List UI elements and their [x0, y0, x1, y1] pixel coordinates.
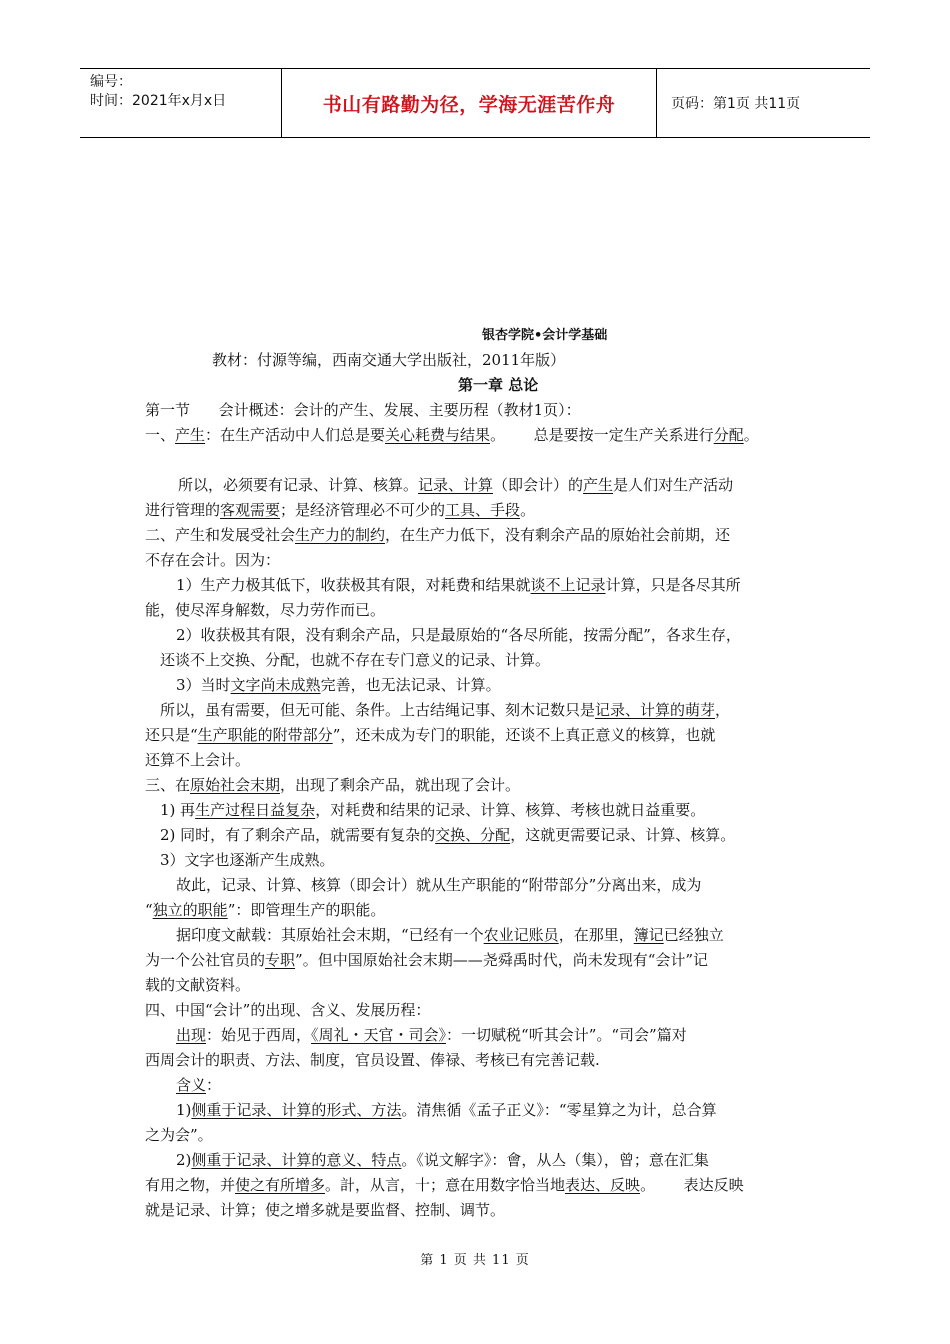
text-segment: ，: [715, 701, 731, 719]
text-line: [145, 525, 730, 545]
text-segment: 计算，只是各尽其所: [605, 576, 741, 594]
underlined-term: 谈不上记录: [530, 576, 606, 594]
underlined-term: 记录、计算: [418, 476, 494, 494]
text-segment: 还只是“: [145, 726, 198, 744]
text-line: [145, 1125, 213, 1145]
text-segment: ：一切赋税“听其会计”。“司会”篇对: [446, 1026, 687, 1044]
text-line: [145, 550, 280, 570]
text-segment: 四、中国“会计”的出现、含义、发展历程：: [145, 1001, 431, 1019]
underlined-term: 《周礼・天官・司会》: [311, 1026, 447, 1044]
text-segment: 就是记录、计算；使之增多就是要监督、控制、调节。: [145, 1201, 506, 1219]
text-segment: 进行管理的: [145, 501, 221, 519]
text-line: [176, 875, 701, 895]
text-line: [178, 475, 733, 495]
underlined-term: 使之有所增多: [235, 1176, 326, 1194]
text-segment: ：始见于西周，: [206, 1026, 312, 1044]
text-segment: ；是经济管理必不可少的: [280, 501, 446, 519]
header-motto-cell: [282, 69, 657, 137]
underlined-term: 记录、计算的萌芽: [595, 701, 716, 719]
text-segment: 2) 同时，有了剩余产品，就需要有复杂的: [160, 826, 436, 844]
underlined-term: 农业记账员: [483, 926, 559, 944]
text-segment: 有用之物，并: [145, 1176, 236, 1194]
underlined-term: 侧重于记录、计算的意义、特点: [191, 1151, 402, 1169]
text-line: [145, 425, 759, 445]
text-segment: ”：即管理生产的职能。: [227, 901, 386, 919]
text-segment: 不存在会计。因为：: [145, 551, 281, 569]
text-segment: 所以，虽有需要，但无可能、条件。上古结绳记事、刻木记数只是: [160, 701, 596, 719]
text-line: [176, 1100, 717, 1120]
underlined-term: 分配: [713, 426, 744, 444]
text-line: [160, 850, 335, 870]
underlined-term: 独立的职能: [152, 901, 228, 919]
text-segment: 能，使尽浑身解数，尽力劳作而已。: [145, 601, 386, 619]
text-segment: 还算不上会计。: [145, 751, 251, 769]
underlined-term: 生产过程日益复杂: [195, 801, 316, 819]
text-segment: 1) 再: [160, 801, 196, 819]
section-heading: 第一节 会计概述：会计的产生、发展、主要历程（教材1页）：: [145, 401, 581, 419]
text-segment: 。 表达反映: [640, 1176, 744, 1194]
text-segment: 。: [520, 501, 536, 519]
underlined-term: 产生: [583, 476, 614, 494]
underlined-term: 关心耗费与结果: [385, 426, 491, 444]
text-segment: 据印度文献载：其原始社会末期，“已经有一个: [176, 926, 484, 944]
text-segment: ：: [206, 1076, 222, 1094]
motto: 书山有路勤为径，学海无涯苦作舟: [322, 93, 616, 116]
text-line: [160, 650, 550, 670]
text-segment: ”，还未成为专门的职能，还谈不上真正意义的核算，也就: [332, 726, 716, 744]
text-segment: ，在生产力低下，没有剩余产品的原始社会前期，还: [385, 526, 731, 544]
text-segment: 。《说文解字》：會，从亼（集），曾；意在汇集: [401, 1151, 709, 1169]
text-line: [176, 675, 501, 695]
text-line: [145, 775, 520, 795]
text-line: [176, 625, 741, 645]
text-segment: 故此，记录、计算、核算（即会计）就从生产职能的“附带部分”分离出来，成为: [176, 876, 702, 894]
text-segment: 。 总是要按一定生产关系进行: [490, 426, 714, 444]
underlined-term: 文字尚未成熟: [230, 676, 321, 694]
text-line: [176, 925, 724, 945]
underlined-term: 侧重于记录、计算的形式、方法: [191, 1101, 402, 1119]
text-segment: 。計，从言，十；意在用数字恰当地: [325, 1176, 566, 1194]
text-segment: 所以，必须要有记录、计算、核算。: [178, 476, 419, 494]
text-line: [145, 600, 385, 620]
text-line: [145, 1200, 505, 1220]
text-segment: 3）文字也逐渐产生成熟。: [160, 851, 335, 869]
underlined-term: 含义: [176, 1076, 207, 1094]
text-line: [160, 825, 735, 845]
text-segment: ”。但中国原始社会末期——尧舜禹时代，尚未发现有“会计”记: [295, 951, 709, 969]
text-line: [176, 1150, 709, 1170]
text-segment: 三、在: [145, 776, 191, 794]
text-line: [176, 1075, 221, 1095]
textbook-line: 教材：付源等编，西南交通大学出版社，2011年版）: [212, 351, 566, 369]
text-segment: 西周会计的职责、方法、制度，官员设置、俸禄、考核已有完善记载.: [145, 1051, 600, 1069]
text-line: [176, 1025, 687, 1045]
text-segment: 是人们对生产活动: [613, 476, 734, 494]
underlined-term: 产生: [175, 426, 206, 444]
text-segment: 。: [743, 426, 759, 444]
text-line: [145, 950, 708, 970]
header-meta: [80, 69, 282, 137]
text-segment: （即会计）的: [493, 476, 584, 494]
text-segment: ，这就更需要记录、计算、核算。: [510, 826, 736, 844]
text-segment: 二、产生和发展受社会: [145, 526, 296, 544]
course-title: 银杏学院•会计学基础: [482, 328, 608, 343]
page-header: [80, 68, 870, 138]
text-line: [145, 900, 385, 920]
text-line: [176, 575, 741, 595]
text-segment: 还谈不上交换、分配，也就不存在专门意义的记录、计算。: [160, 651, 551, 669]
text-line: [160, 700, 730, 720]
underlined-term: 生产职能的附带部分: [197, 726, 333, 744]
text-segment: 1): [176, 1101, 192, 1119]
date-label: 时间：2021年x月x日: [90, 93, 227, 109]
text-segment: 2）收获极其有限，没有剩余产品，只是最原始的“各尽所能，按需分配”，各求生存，: [176, 626, 741, 644]
text-segment: 。清焦循《孟子正义》：“零星算之为计，总合算: [401, 1101, 717, 1119]
text-segment: 2): [176, 1151, 192, 1169]
underlined-term: 簿记: [633, 926, 664, 944]
underlined-term: 专职: [265, 951, 296, 969]
text-line: [160, 800, 705, 820]
text-segment: 已经独立: [663, 926, 724, 944]
text-segment: 载的文献资料。: [145, 976, 251, 994]
text-line: [145, 725, 715, 745]
text-line: [145, 1175, 744, 1195]
text-line: [145, 1050, 600, 1070]
text-segment: 完善，也无法记录、计算。: [320, 676, 501, 694]
underlined-term: 出现: [176, 1026, 207, 1044]
text-segment: ，出现了剩余产品，就出现了会计。: [280, 776, 521, 794]
text-line: [145, 1000, 430, 1020]
underlined-term: 工具、手段: [445, 501, 521, 519]
underlined-term: 生产力的制约: [295, 526, 386, 544]
header-page-info-cell: [657, 69, 870, 137]
text-segment: 1）生产力极其低下，收获极其有限，对耗费和结果就: [176, 576, 531, 594]
text-segment: ：在生产活动中人们总是要: [205, 426, 386, 444]
text-segment: 之为会”。: [145, 1126, 213, 1144]
chapter-heading: 第一章 总论: [458, 376, 539, 394]
text-segment: ，对耗费和结果的记录、计算、核算、考核也就日益重要。: [315, 801, 706, 819]
text-line: [145, 975, 250, 995]
underlined-term: 表达、反映: [565, 1176, 641, 1194]
text-line: [145, 750, 250, 770]
underlined-term: 客观需要: [220, 501, 281, 519]
underlined-term: 原始社会末期: [190, 776, 281, 794]
text-segment: “: [145, 901, 153, 919]
text-line: [145, 500, 535, 520]
text-segment: ，在那里，: [558, 926, 634, 944]
text-segment: 为一个公社官员的: [145, 951, 266, 969]
text-segment: 一、: [145, 426, 176, 444]
number-label: 编号：: [90, 74, 132, 90]
underlined-term: 交换、分配: [435, 826, 511, 844]
page-footer: 第 1 页 共 11 页: [420, 1253, 530, 1268]
text-segment: 3）当时: [176, 676, 231, 694]
page-info: 页码：第1页 共11页: [671, 96, 801, 112]
